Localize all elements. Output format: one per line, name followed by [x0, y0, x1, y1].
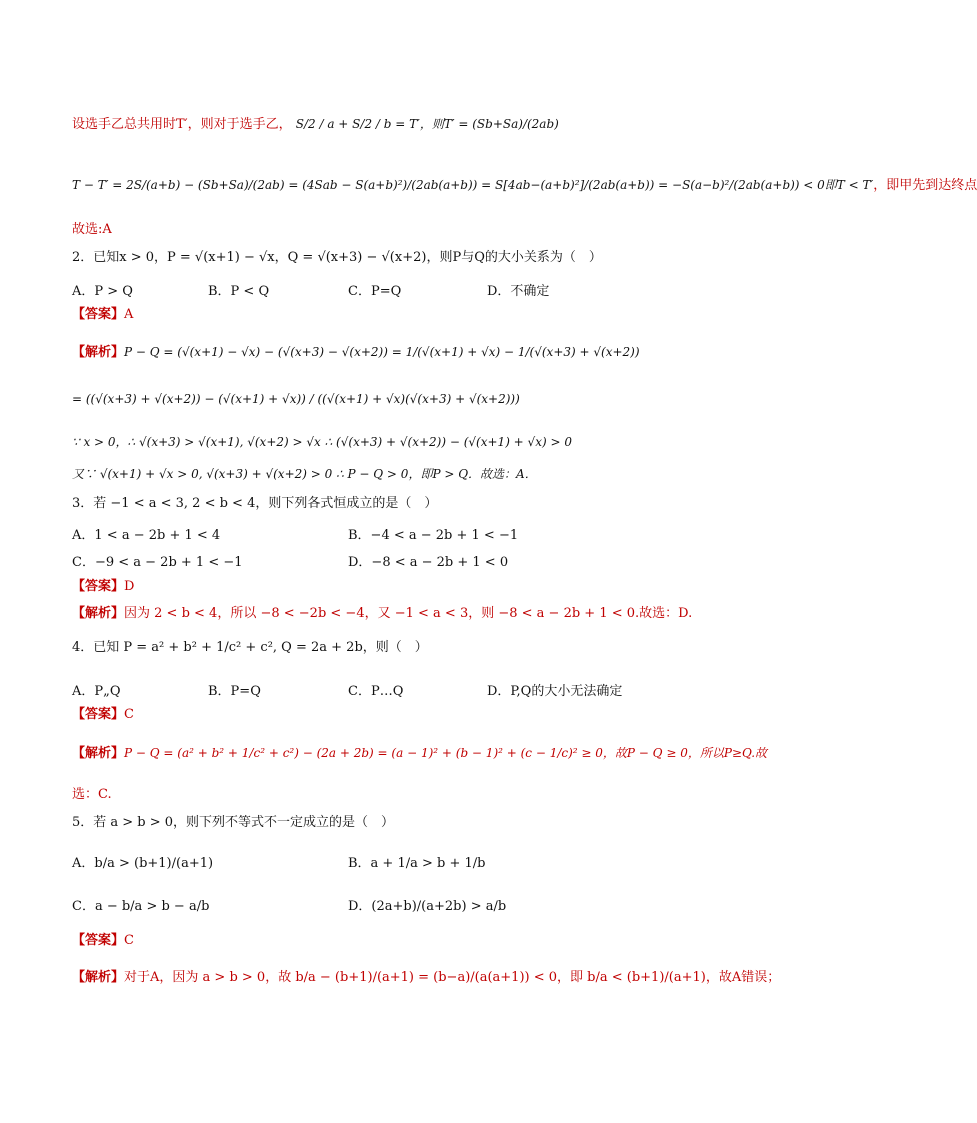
solution-text: 因为 2 < b < 4，所以 −8 < −2b < −4，又 −1 < a < 3，则 −8 < a − 2b + 1 < 0.故选：D. — [124, 606, 693, 621]
answer-value: D — [124, 579, 135, 594]
option-d: D．P,Q的大小无法确定 — [487, 684, 623, 699]
answer-value: C — [124, 707, 134, 722]
solution-2-line-2 — [72, 392, 520, 408]
solution-2-line-1 — [72, 345, 640, 361]
formula: 又∵ √(x+1) + √x > 0, √(x+3) + √(x+2) > 0 ∴ P − Q > 0，即P > Q．故选：A． — [72, 467, 537, 481]
solution-2-line-4 — [72, 467, 537, 483]
answer-label: 【答案】 — [72, 579, 125, 594]
option-b: B．a + 1/a > b + 1/b — [348, 856, 486, 871]
formula: S/2 / a + S/2 / b = T′，则T′ = (Sb+Sa)/(2ab) — [295, 117, 559, 131]
solution-text: 对于A，因为 a > b > 0，故 b/a − (b+1)/(a+1) = (b−a)/(a(a+1)) < 0，即 b/a < (b+1)/(a+1)，故A错误； — [124, 970, 781, 985]
solution-4-line-2: 选：C. — [72, 787, 112, 802]
answer-2 — [72, 307, 133, 323]
solution-3 — [72, 606, 692, 622]
solution-line-2 — [72, 178, 977, 194]
solution-label: 【解析】 — [72, 345, 125, 360]
question-5: 5．若 a > b > 0，则下列不等式不一定成立的是（ ） — [72, 815, 395, 830]
answer-5 — [72, 933, 134, 949]
option-a: A．P > Q — [72, 284, 133, 299]
answer-3 — [72, 579, 134, 595]
question-3: 3．若 −1 < a < 3, 2 < b < 4，则下列各式恒成立的是（ ） — [72, 496, 438, 511]
option-c: C．−9 < a − 2b + 1 < −1 — [72, 555, 243, 570]
formula: ∵ x > 0，∴ √(x+3) > √(x+1), √(x+2) > √x ∴ (√(x+3) + √(x+2)) − (√(x+1) + √x) > 0 — [72, 435, 572, 449]
question-4: 4．已知 P = a² + b² + 1/c² + c², Q = 2a + 2b，则（ ） — [72, 640, 428, 655]
answer-line: 故选:A — [72, 222, 112, 237]
solution-label: 【解析】 — [72, 970, 125, 985]
option-a: A．1 < a − 2b + 1 < 4 — [72, 528, 221, 543]
answer-label: 【答案】 — [72, 707, 125, 722]
option-a: A．P„Q — [72, 684, 121, 699]
formula: = ((√(x+3) + √(x+2)) − (√(x+1) + √x)) / ((√(x+1) + √x)(√(x+3) + √(x+2))) — [72, 392, 520, 406]
option-d: D．(2a+b)/(a+2b) > a/b — [348, 899, 507, 914]
option-c: C．P=Q — [348, 284, 402, 299]
solution-label: 【解析】 — [72, 606, 125, 621]
solution-text: ，即甲先到达终点 — [873, 178, 977, 193]
solution-5 — [72, 970, 780, 986]
formula: P − Q = (a² + b² + 1/c² + c²) − (2a + 2b) = (a − 1)² + (b − 1)² + (c − 1/c)² ≥ 0，故P − Q ≥ 0，所以P≥Q.故 — [124, 746, 768, 760]
option-c: C．a − b/a > b − a/b — [72, 899, 210, 914]
option-a: A．b/a > (b+1)/(a+1) — [72, 856, 214, 871]
solution-2-line-3 — [72, 435, 572, 451]
option-c: C．P…Q — [348, 684, 404, 699]
option-d: D．−8 < a − 2b + 1 < 0 — [348, 555, 509, 570]
formula: P − Q = (√(x+1) − √x) − (√(x+3) − √(x+2)) = 1/(√(x+1) + √x) − 1/(√(x+3) + √(x+2)) — [124, 345, 640, 359]
solution-line-1 — [72, 117, 559, 133]
answer-label: 【答案】 — [72, 933, 125, 948]
solution-text: 设选手乙总共用时T′，则对于选手乙， — [72, 117, 292, 132]
option-d: D．不确定 — [487, 284, 550, 299]
formula: T − T′ = 2S/(a+b) − (Sb+Sa)/(2ab) = (4Sab − S(a+b)²)/(2ab(a+b)) = S[4ab−(a+b)²]/(2ab(a+b)) = −S(a−b)²/(2ab(a+b)) < 0即T < T′ — [72, 178, 874, 192]
option-b: B．P=Q — [208, 684, 261, 699]
option-b: B．−4 < a − 2b + 1 < −1 — [348, 528, 519, 543]
question-2: 2．已知x > 0，P = √(x+1) − √x，Q = √(x+3) − √(x+2)，则P与Q的大小关系为（ ） — [72, 250, 602, 265]
answer-label: 【答案】 — [72, 307, 125, 322]
answer-value: C — [124, 933, 134, 948]
solution-label: 【解析】 — [72, 746, 125, 761]
option-b: B．P < Q — [208, 284, 270, 299]
solution-4-line-1 — [72, 746, 767, 762]
answer-value: A — [124, 307, 134, 322]
answer-4 — [72, 707, 134, 723]
